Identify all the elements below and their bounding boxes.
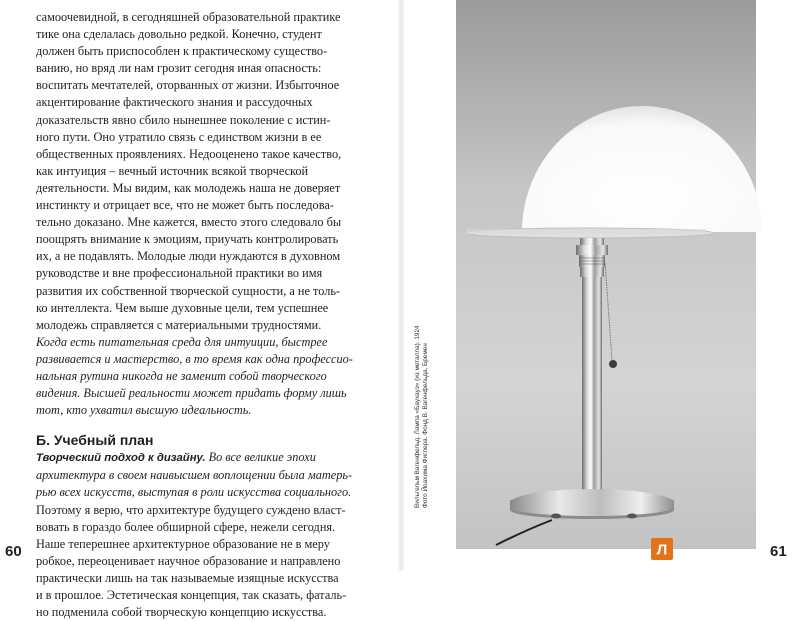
- right-page: [404, 0, 800, 571]
- text-line: самоочевидной, в сегодняшней образовательной практике: [36, 10, 341, 24]
- caption-line-2: Фото Йоахима Фиглера. Фонд В. Вагенфельда, Бремен: [422, 343, 429, 508]
- photo-caption: [414, 325, 674, 508]
- text-line: ванию, но вряд ли нам грозит сегодня иная опасность:: [36, 61, 322, 76]
- text-line: Поэтому я верю, что архитектуре будущего суждено власт-: [36, 502, 346, 517]
- text-line: тот, кто ухватил высшую идеальность.: [36, 403, 252, 418]
- text-line: видения. Высшей реальности может придать форму лишь: [36, 386, 347, 401]
- text-line: воспитать мечтателей, оторванных от жизни. Избыточное: [36, 78, 340, 93]
- page-number-right: 61: [770, 543, 787, 560]
- lamp-photo: [456, 0, 756, 549]
- left-page: [0, 0, 398, 620]
- text-line: тельно доказано. Мне кажется, вместо этого следовало бы: [36, 215, 342, 230]
- text-line: ного пути. Оно утратило связь с единством жизни в ее: [36, 129, 322, 144]
- subheading-line: [36, 449, 371, 467]
- page-number-left: 60: [5, 543, 22, 560]
- svg-text:Л: Л: [656, 541, 668, 559]
- text-line: общественных проявлениях. Недооценено такое качество,: [36, 146, 342, 161]
- text-line: тике она сделалась довольно редкой. Конечно, студент: [36, 27, 322, 42]
- text-line: практически лишь на так называемые изящные искусства: [36, 570, 339, 585]
- text-line: Наше теперешнее архитектурное образование не в меру: [36, 536, 330, 551]
- text-line: нальная рутина никогда не заменит собой творческого: [36, 368, 327, 383]
- paragraph-block-2: [36, 467, 371, 621]
- text-line: рью всех искусств, выступая в роли искусства социального.: [36, 485, 352, 500]
- text-line: акцентирование фактического знания и рассудочных: [36, 95, 313, 110]
- text-line: Когда есть питательная среда для интуиции, быстрее: [36, 334, 328, 349]
- text-line: но подменила собой творческую концепцию искусства.: [36, 605, 327, 620]
- paragraph-block-1: [36, 9, 371, 419]
- text-line: архитектура в своем наивысшем воплощении была матерь-: [36, 468, 353, 483]
- body-text: [36, 9, 371, 621]
- publisher-logo: [651, 538, 673, 560]
- caption-line-1: Вильгельм Вагенфельд. Лампа «Баухауз» (из металла). 1924: [414, 325, 421, 508]
- sub-heading: Творческий подход к дизайну.: [36, 452, 206, 465]
- text-line: их, а не подавлять. Молодые люди нуждаются в духовном: [36, 249, 341, 264]
- text-line: поощрять внимание к эмоциям, приучать контролировать: [36, 232, 339, 247]
- text-line: развивается и мастерство, в то время как одна профессио-: [36, 351, 353, 366]
- text-line: как интуиция – вечный источник всякой творческой: [36, 163, 309, 178]
- text-line: руководстве и вне профессиональной практики во имя: [36, 266, 323, 281]
- text-line: ко интеллекта. Чем выше духовные цели, тем успешнее: [36, 300, 329, 315]
- text-line: робкое, переоценивает научное образование и направлено: [36, 553, 341, 568]
- text-line: доказательств явно сбило нынешнее поколение с истин-: [36, 112, 331, 127]
- section-heading: Б. Учебный план: [36, 432, 154, 449]
- text-line: молодежь справляется с материальными трудностями.: [36, 317, 322, 332]
- sub-heading-rest: Во все великие эпохи: [205, 450, 316, 465]
- text-line: вовать в гораздо более обширной сфере, нежели сегодня.: [36, 519, 336, 534]
- text-line: развития их собственной творческой сущности, а не толь-: [36, 283, 341, 298]
- text-line: инстинкту и отрицает все, что не может быть последова-: [36, 198, 334, 213]
- text-line: должен быть приспособлен к практическому существо-: [36, 44, 328, 59]
- text-line: и в прошлое. Эстетическая концепция, так сказать, фаталь-: [36, 588, 347, 602]
- text-line: деятельности. Мы видим, как молодежь наша не доверяет: [36, 180, 341, 195]
